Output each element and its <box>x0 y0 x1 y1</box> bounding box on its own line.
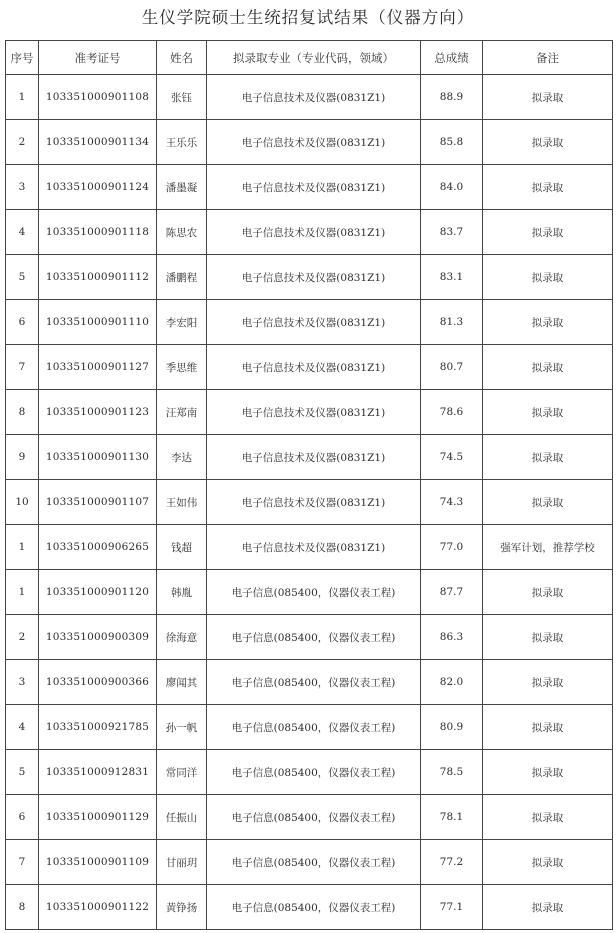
cell-score: 77.0 <box>421 525 483 570</box>
cell-note: 拟录取 <box>483 300 613 345</box>
cell-major: 电子信息技术及仪器(0831Z1) <box>207 435 421 480</box>
cell-seq: 1 <box>6 570 39 615</box>
cell-seq: 4 <box>6 210 39 255</box>
cell-name: 钱超 <box>157 525 207 570</box>
table-row <box>6 750 613 795</box>
cell-exam-id: 103351000901134 <box>39 120 157 165</box>
cell-major: 电子信息技术及仪器(0831Z1) <box>207 75 421 120</box>
cell-note: 拟录取 <box>483 390 613 435</box>
cell-seq: 7 <box>6 840 39 885</box>
cell-note: 拟录取 <box>483 255 613 300</box>
cell-name: 潘墨凝 <box>157 165 207 210</box>
cell-exam-id: 103351000901108 <box>39 75 157 120</box>
cell-score: 77.2 <box>421 840 483 885</box>
cell-score: 84.0 <box>421 165 483 210</box>
cell-note: 拟录取 <box>483 435 613 480</box>
cell-name: 李宏阳 <box>157 300 207 345</box>
cell-note: 拟录取 <box>483 660 613 705</box>
cell-score: 83.1 <box>421 255 483 300</box>
cell-seq: 5 <box>6 750 39 795</box>
table-row <box>6 345 613 390</box>
cell-score: 81.3 <box>421 300 483 345</box>
table-row <box>6 255 613 300</box>
cell-score: 74.3 <box>421 480 483 525</box>
cell-seq: 7 <box>6 345 39 390</box>
table-row <box>6 210 613 255</box>
table-row <box>6 435 613 480</box>
cell-note: 拟录取 <box>483 840 613 885</box>
cell-seq: 1 <box>6 75 39 120</box>
cell-name: 陈思农 <box>157 210 207 255</box>
cell-major: 电子信息技术及仪器(0831Z1) <box>207 525 421 570</box>
cell-major: 电子信息技术及仪器(0831Z1) <box>207 390 421 435</box>
cell-exam-id: 103351000901107 <box>39 480 157 525</box>
cell-note: 拟录取 <box>483 75 613 120</box>
cell-exam-id: 103351000921785 <box>39 705 157 750</box>
header-exam-id: 准考证号 <box>39 41 157 75</box>
cell-score: 85.8 <box>421 120 483 165</box>
cell-major: 电子信息(085400，仪器仪表工程) <box>207 840 421 885</box>
cell-exam-id: 103351000901124 <box>39 165 157 210</box>
cell-name: 黄铮扬 <box>157 885 207 930</box>
table-row <box>6 390 613 435</box>
cell-note: 拟录取 <box>483 795 613 840</box>
cell-seq: 9 <box>6 435 39 480</box>
cell-major: 电子信息技术及仪器(0831Z1) <box>207 345 421 390</box>
cell-exam-id: 103351000901109 <box>39 840 157 885</box>
cell-note: 拟录取 <box>483 165 613 210</box>
cell-score: 78.1 <box>421 795 483 840</box>
cell-seq: 5 <box>6 255 39 300</box>
cell-name: 徐海意 <box>157 615 207 660</box>
cell-name: 韩胤 <box>157 570 207 615</box>
header-seq: 序号 <box>6 41 39 75</box>
cell-major: 电子信息技术及仪器(0831Z1) <box>207 120 421 165</box>
cell-score: 74.5 <box>421 435 483 480</box>
cell-seq: 4 <box>6 705 39 750</box>
cell-note: 拟录取 <box>483 885 613 930</box>
cell-seq: 3 <box>6 660 39 705</box>
cell-seq: 2 <box>6 120 39 165</box>
table-row <box>6 165 613 210</box>
cell-seq: 10 <box>6 480 39 525</box>
cell-score: 88.9 <box>421 75 483 120</box>
cell-score: 80.7 <box>421 345 483 390</box>
cell-exam-id: 103351000901130 <box>39 435 157 480</box>
table-row <box>6 885 613 930</box>
cell-exam-id: 103351000900309 <box>39 615 157 660</box>
cell-exam-id: 103351000901127 <box>39 345 157 390</box>
cell-name: 张钰 <box>157 75 207 120</box>
cell-seq: 6 <box>6 300 39 345</box>
cell-exam-id: 103351000901120 <box>39 570 157 615</box>
cell-exam-id: 103351000906265 <box>39 525 157 570</box>
cell-major: 电子信息(085400，仪器仪表工程) <box>207 705 421 750</box>
header-note: 备注 <box>483 41 613 75</box>
cell-note: 拟录取 <box>483 570 613 615</box>
table-row <box>6 660 613 705</box>
cell-seq: 1 <box>6 525 39 570</box>
cell-seq: 2 <box>6 615 39 660</box>
header-row <box>6 41 613 75</box>
table-row <box>6 75 613 120</box>
cell-seq: 6 <box>6 795 39 840</box>
cell-name: 李达 <box>157 435 207 480</box>
cell-score: 77.1 <box>421 885 483 930</box>
cell-major: 电子信息技术及仪器(0831Z1) <box>207 300 421 345</box>
cell-major: 电子信息(085400，仪器仪表工程) <box>207 885 421 930</box>
cell-note: 拟录取 <box>483 210 613 255</box>
page-title: 生仪学院硕士生统招复试结果（仪器方向） <box>141 8 475 27</box>
cell-major: 电子信息技术及仪器(0831Z1) <box>207 165 421 210</box>
cell-note: 强军计划，推荐学校 <box>483 525 613 570</box>
table-row <box>6 120 613 165</box>
cell-score: 83.7 <box>421 210 483 255</box>
cell-note: 拟录取 <box>483 705 613 750</box>
cell-note: 拟录取 <box>483 120 613 165</box>
cell-major: 电子信息技术及仪器(0831Z1) <box>207 210 421 255</box>
cell-seq: 3 <box>6 165 39 210</box>
cell-name: 孙一帆 <box>157 705 207 750</box>
header-score: 总成绩 <box>421 41 483 75</box>
cell-note: 拟录取 <box>483 480 613 525</box>
table-row <box>6 525 613 570</box>
cell-exam-id: 103351000900366 <box>39 660 157 705</box>
cell-major: 电子信息(085400，仪器仪表工程) <box>207 570 421 615</box>
cell-note: 拟录取 <box>483 750 613 795</box>
cell-name: 任振山 <box>157 795 207 840</box>
cell-name: 甘丽玥 <box>157 840 207 885</box>
cell-major: 电子信息(085400，仪器仪表工程) <box>207 750 421 795</box>
cell-major: 电子信息技术及仪器(0831Z1) <box>207 480 421 525</box>
cell-name: 王乐乐 <box>157 120 207 165</box>
cell-exam-id: 103351000901112 <box>39 255 157 300</box>
cell-note: 拟录取 <box>483 615 613 660</box>
cell-exam-id: 103351000901122 <box>39 885 157 930</box>
cell-score: 87.7 <box>421 570 483 615</box>
cell-seq: 8 <box>6 885 39 930</box>
table-row <box>6 480 613 525</box>
cell-seq: 8 <box>6 390 39 435</box>
table-row <box>6 705 613 750</box>
cell-score: 78.5 <box>421 750 483 795</box>
table-row <box>6 300 613 345</box>
cell-name: 常同洋 <box>157 750 207 795</box>
table-row <box>6 840 613 885</box>
cell-name: 廖闻其 <box>157 660 207 705</box>
cell-name: 汪郑南 <box>157 390 207 435</box>
cell-name: 季思维 <box>157 345 207 390</box>
cell-major: 电子信息(085400，仪器仪表工程) <box>207 795 421 840</box>
cell-score: 82.0 <box>421 660 483 705</box>
cell-score: 86.3 <box>421 615 483 660</box>
table-row <box>6 570 613 615</box>
cell-exam-id: 103351000901129 <box>39 795 157 840</box>
header-name: 姓名 <box>157 41 207 75</box>
table-row <box>6 795 613 840</box>
cell-major: 电子信息技术及仪器(0831Z1) <box>207 255 421 300</box>
cell-name: 王如伟 <box>157 480 207 525</box>
cell-exam-id: 103351000901110 <box>39 300 157 345</box>
cell-major: 电子信息(085400，仪器仪表工程) <box>207 660 421 705</box>
cell-major: 电子信息(085400，仪器仪表工程) <box>207 615 421 660</box>
results-table <box>5 40 613 930</box>
table-row <box>6 615 613 660</box>
cell-exam-id: 103351000901118 <box>39 210 157 255</box>
cell-exam-id: 103351000912831 <box>39 750 157 795</box>
cell-score: 78.6 <box>421 390 483 435</box>
table-body <box>6 75 613 930</box>
cell-score: 80.9 <box>421 705 483 750</box>
header-major: 拟录取专业（专业代码，领域） <box>207 41 421 75</box>
cell-note: 拟录取 <box>483 345 613 390</box>
cell-exam-id: 103351000901123 <box>39 390 157 435</box>
cell-name: 潘鹏程 <box>157 255 207 300</box>
